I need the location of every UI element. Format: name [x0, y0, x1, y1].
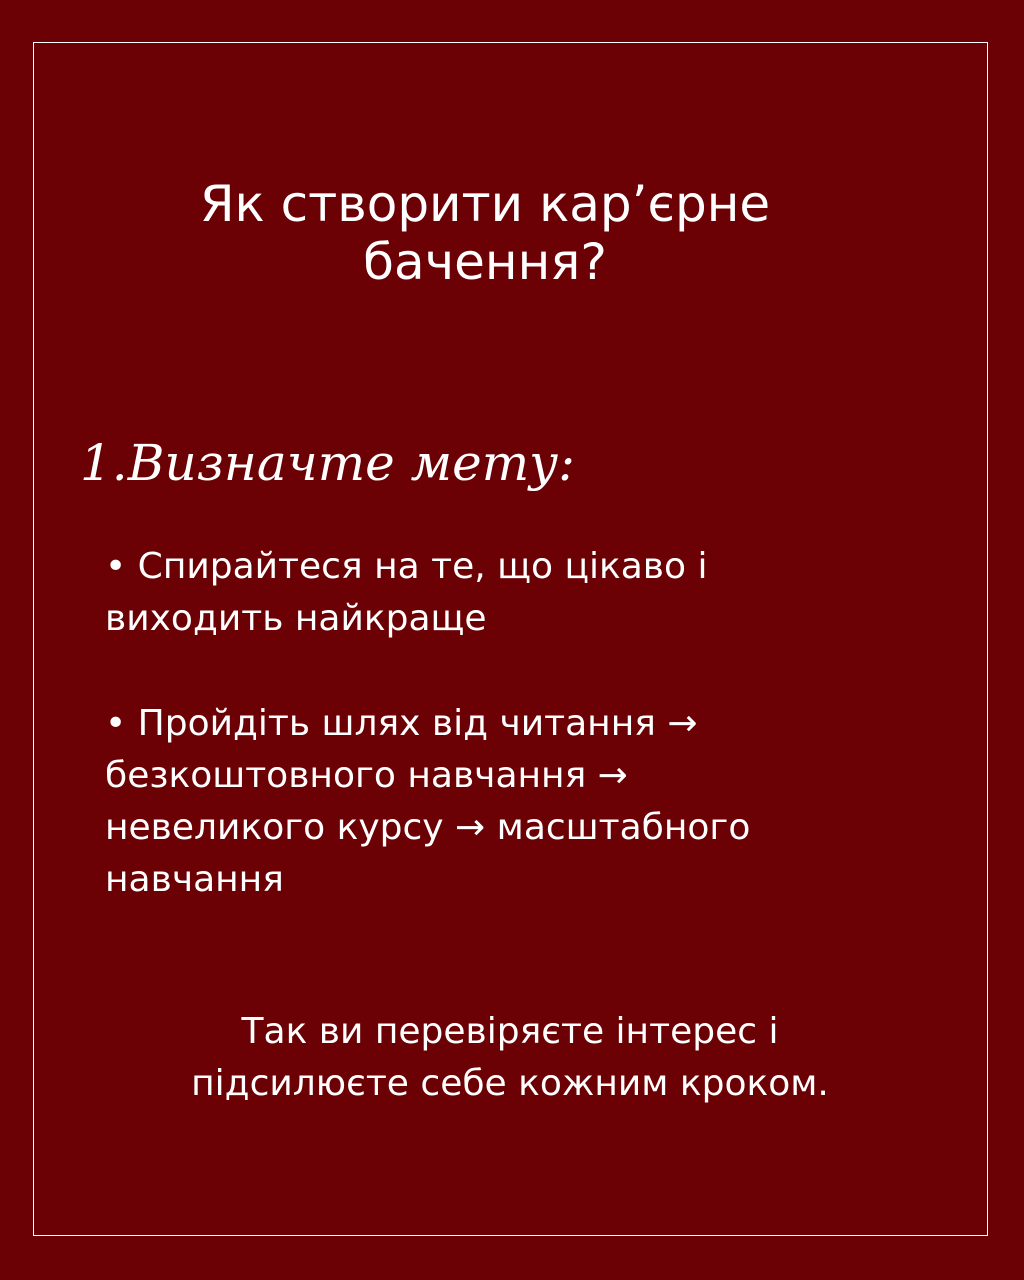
- bullet-line: навчання: [105, 859, 284, 900]
- title-line-2: бачення?: [363, 233, 607, 291]
- footer-line-2: підсилюєте себе кожним кроком.: [191, 1063, 829, 1104]
- bullet-item: [105, 698, 925, 906]
- footer-line-1: Так ви перевіряєте інтерес і: [241, 1011, 779, 1052]
- bullet-line: невеликого курсу → масштабного: [105, 807, 751, 848]
- bullet-line: безкоштовного навчання →: [105, 755, 628, 796]
- bullet-line: виходить найкраще: [105, 598, 487, 639]
- page-title: [60, 175, 910, 291]
- bullet-line: • Спирайтеся на те, що цікаво і: [105, 546, 708, 587]
- bullet-line: • Пройдіть шлях від читання →: [105, 703, 698, 744]
- step-heading: 1.Визначте мету:: [80, 434, 575, 492]
- bullet-item: [105, 541, 925, 645]
- title-line-1: Як створити кар’єрне: [199, 175, 771, 233]
- footer-text: [60, 1006, 960, 1110]
